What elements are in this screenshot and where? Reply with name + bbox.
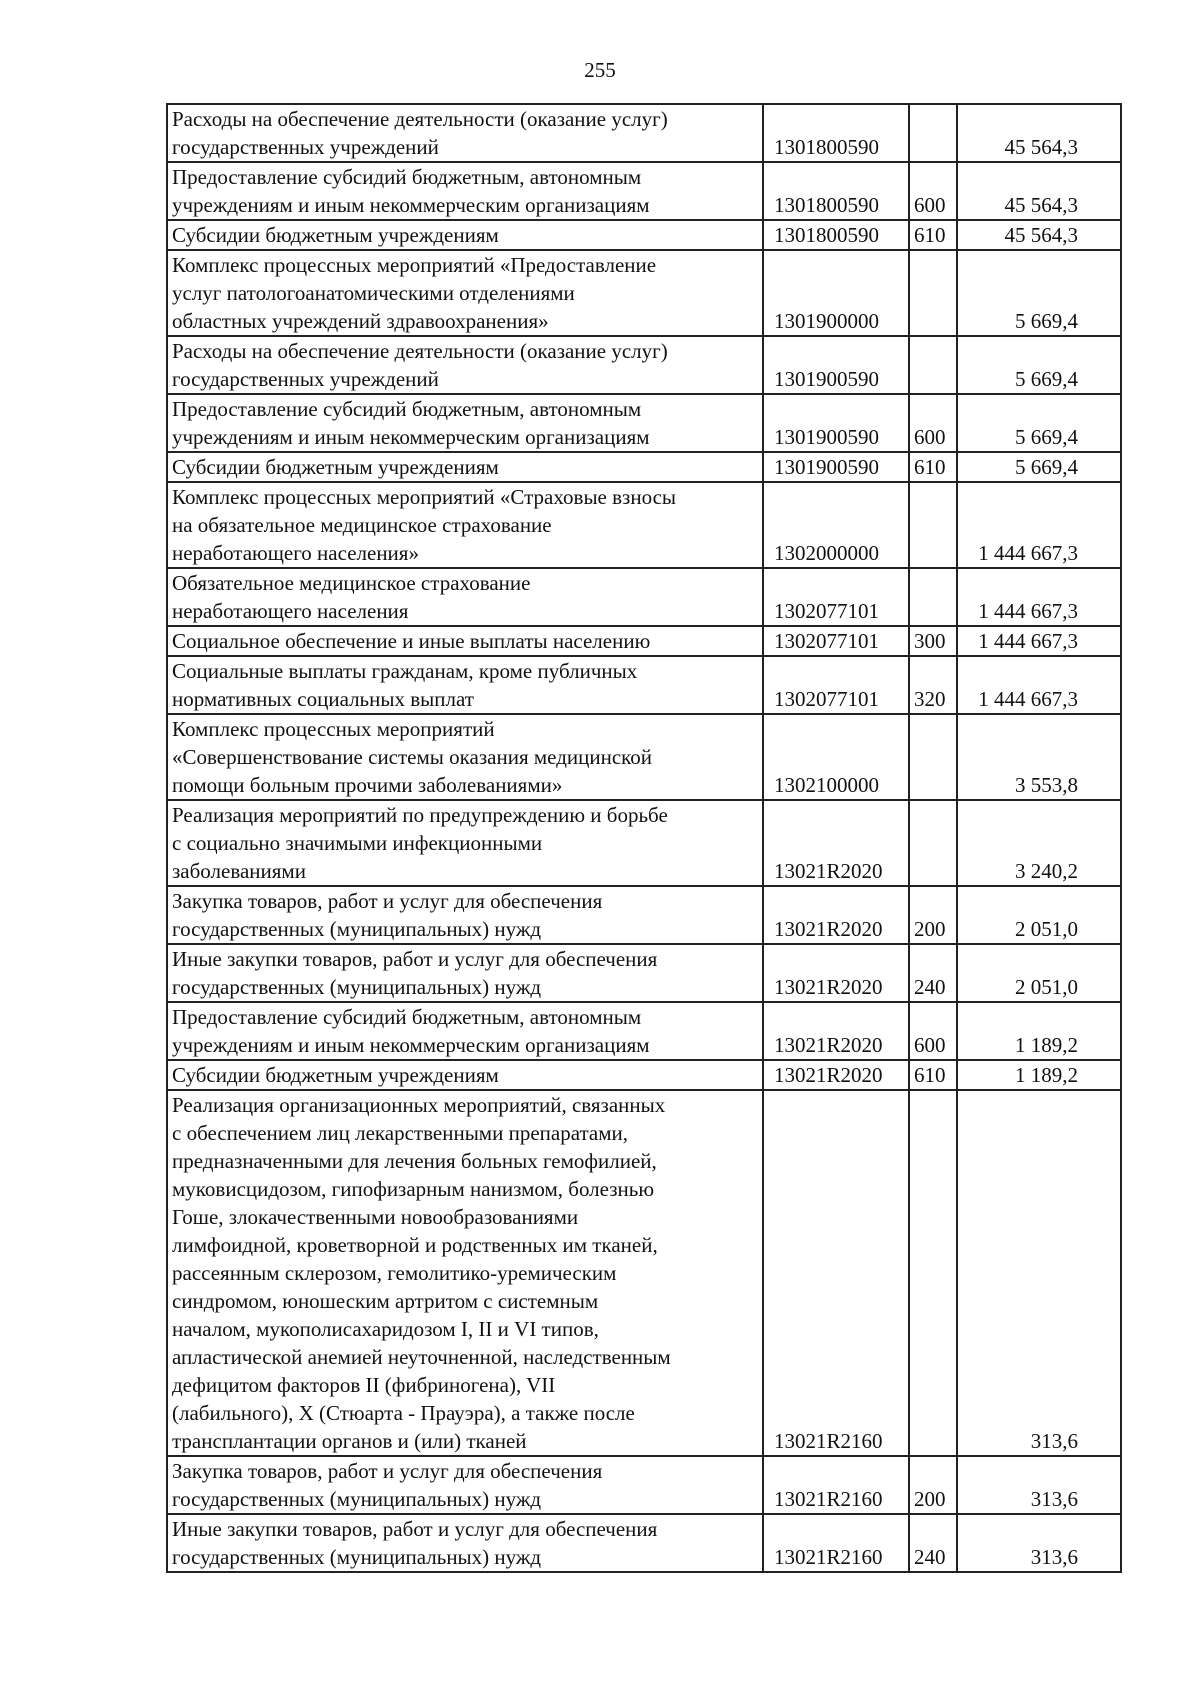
row-name-cell: Расходы на обеспечение деятельности (оказание услуг) государственных учреждений [167,336,763,394]
row-name-cell: Реализация организационных мероприятий, связанных с обеспечением лиц лекарственными препаратами, предназначенными для лечения больных гемофилией, муковисцидозом, гипофизарным нанизмом, болезнью Гоше, злокачественными новообразованиями лимфоидной, кроветворной и родственных им тканей, рассеянным склерозом, гемолитико-уремическим синдромом, юношеским артритом с системным началом, мукополисахаридозом I, II и VI типов, апластической анемией неуточненной, наследственным дефицитом факторов II (фибриногена), VII (лабильного), X (Стюарта - Прауэра), а также после трансплантации органов и (или) тканей [167,1090,763,1456]
row-code-cell: 13021R2020 [763,886,909,944]
table-row [167,944,1121,1002]
row-amount-cell: 5 669,4 [957,250,1121,336]
table-row [167,626,1121,656]
table-row [167,1090,1121,1456]
table-row [167,482,1121,568]
row-expense-type-cell [909,482,957,568]
row-name-cell: Закупка товаров, работ и услуг для обеспечения государственных (муниципальных) нужд [167,886,763,944]
row-code-cell: 1302077101 [763,568,909,626]
row-expense-type-cell [909,568,957,626]
table-row [167,104,1121,162]
table-row [167,1456,1121,1514]
row-name-cell: Иные закупки товаров, работ и услуг для обеспечения государственных (муниципальных) нужд [167,944,763,1002]
row-code-cell: 1301900590 [763,336,909,394]
row-code-cell: 13021R2020 [763,944,909,1002]
row-expense-type-cell: 320 [909,656,957,714]
row-amount-cell: 1 444 667,3 [957,568,1121,626]
row-expense-type-cell: 200 [909,1456,957,1514]
row-amount-cell: 3 553,8 [957,714,1121,800]
row-name-cell: Комплекс процессных мероприятий «Страховые взносы на обязательное медицинское страхование неработающего населения» [167,482,763,568]
row-amount-cell: 1 444 667,3 [957,482,1121,568]
row-code-cell: 1301900000 [763,250,909,336]
row-name-cell: Предоставление субсидий бюджетным, автономным учреждениям и иным некоммерческим организациям [167,1002,763,1060]
table-row [167,162,1121,220]
row-amount-cell: 5 669,4 [957,452,1121,482]
table-row [167,886,1121,944]
table-row [167,1514,1121,1572]
table-row [167,250,1121,336]
row-amount-cell: 313,6 [957,1456,1121,1514]
row-name-cell: Реализация мероприятий по предупреждению и борьбе с социально значимыми инфекционными заболеваниями [167,800,763,886]
row-name-cell: Субсидии бюджетным учреждениям [167,452,763,482]
row-expense-type-cell [909,1090,957,1456]
row-expense-type-cell: 600 [909,1002,957,1060]
row-name-cell: Расходы на обеспечение деятельности (оказание услуг) государственных учреждений [167,104,763,162]
row-code-cell: 1301800590 [763,220,909,250]
row-code-cell: 13021R2020 [763,800,909,886]
row-code-cell: 1302000000 [763,482,909,568]
row-amount-cell: 45 564,3 [957,162,1121,220]
row-name-cell: Обязательное медицинское страхование неработающего населения [167,568,763,626]
row-expense-type-cell: 240 [909,1514,957,1572]
row-amount-cell: 3 240,2 [957,800,1121,886]
row-expense-type-cell [909,714,957,800]
row-expense-type-cell: 600 [909,162,957,220]
row-expense-type-cell: 300 [909,626,957,656]
row-amount-cell: 313,6 [957,1514,1121,1572]
row-code-cell: 13021R2160 [763,1090,909,1456]
row-code-cell: 1301800590 [763,104,909,162]
row-amount-cell: 5 669,4 [957,394,1121,452]
row-expense-type-cell: 240 [909,944,957,1002]
row-expense-type-cell [909,336,957,394]
row-name-cell: Субсидии бюджетным учреждениям [167,1060,763,1090]
row-code-cell: 1302077101 [763,656,909,714]
row-code-cell: 13021R2020 [763,1002,909,1060]
row-amount-cell: 5 669,4 [957,336,1121,394]
row-code-cell: 1302077101 [763,626,909,656]
row-amount-cell: 2 051,0 [957,944,1121,1002]
row-code-cell: 13021R2020 [763,1060,909,1090]
row-expense-type-cell: 610 [909,1060,957,1090]
row-code-cell: 1301800590 [763,162,909,220]
row-name-cell: Социальное обеспечение и иные выплаты населению [167,626,763,656]
row-amount-cell: 1 444 667,3 [957,626,1121,656]
table-row [167,714,1121,800]
row-name-cell: Субсидии бюджетным учреждениям [167,220,763,250]
row-amount-cell: 1 189,2 [957,1060,1121,1090]
table-row [167,452,1121,482]
page-number: 255 [584,58,616,82]
table-row [167,656,1121,714]
row-expense-type-cell [909,104,957,162]
row-name-cell: Закупка товаров, работ и услуг для обеспечения государственных (муниципальных) нужд [167,1456,763,1514]
row-amount-cell: 2 051,0 [957,886,1121,944]
row-name-cell: Комплекс процессных мероприятий «Предоставление услуг патологоанатомическими отделениями областных учреждений здравоохранения» [167,250,763,336]
table-row [167,394,1121,452]
row-code-cell: 1301900590 [763,452,909,482]
table-row [167,336,1121,394]
row-code-cell: 13021R2160 [763,1456,909,1514]
row-expense-type-cell: 600 [909,394,957,452]
row-name-cell: Социальные выплаты гражданам, кроме публичных нормативных социальных выплат [167,656,763,714]
table-row [167,568,1121,626]
row-amount-cell: 313,6 [957,1090,1121,1456]
row-amount-cell: 1 189,2 [957,1002,1121,1060]
row-name-cell: Иные закупки товаров, работ и услуг для обеспечения государственных (муниципальных) нужд [167,1514,763,1572]
row-amount-cell: 45 564,3 [957,220,1121,250]
row-code-cell: 13021R2160 [763,1514,909,1572]
table-body [167,104,1121,1572]
row-expense-type-cell [909,250,957,336]
row-expense-type-cell: 610 [909,452,957,482]
row-name-cell: Предоставление субсидий бюджетным, автономным учреждениям и иным некоммерческим организациям [167,162,763,220]
row-amount-cell: 1 444 667,3 [957,656,1121,714]
row-code-cell: 1302100000 [763,714,909,800]
table-row [167,1002,1121,1060]
row-expense-type-cell [909,800,957,886]
row-code-cell: 1301900590 [763,394,909,452]
row-amount-cell: 45 564,3 [957,104,1121,162]
table-row [167,220,1121,250]
row-expense-type-cell: 610 [909,220,957,250]
row-name-cell: Предоставление субсидий бюджетным, автономным учреждениям и иным некоммерческим организациям [167,394,763,452]
budget-table [166,103,1122,1573]
row-expense-type-cell: 200 [909,886,957,944]
row-name-cell: Комплекс процессных мероприятий «Совершенствование системы оказания медицинской помощи больным прочими заболеваниями» [167,714,763,800]
table-row [167,800,1121,886]
table-row [167,1060,1121,1090]
